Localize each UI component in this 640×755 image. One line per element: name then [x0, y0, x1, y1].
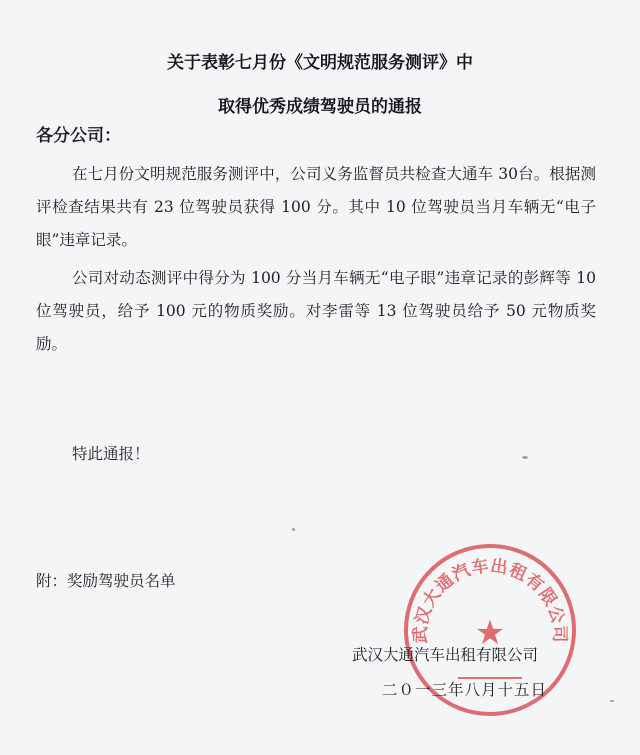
closing-remark: 特此通报！ — [72, 445, 150, 463]
issuing-company: 武汉大通汽车出租有限公司 — [352, 646, 539, 664]
paragraph-2: 公司对动态测评中得分为 100 分当月车辆无“电子眼”违章记录的彭辉等 10 位驾驶员，给予 100 元的物质奖励。对李雷等 13 位驾驶员给予 50 元物质奖励。 — [36, 269, 596, 353]
document-title-line-1: 关于表彰七月份《文明规范服务测评》中 — [167, 53, 473, 73]
attachment-note: 附：奖励驾驶员名单 — [36, 572, 176, 590]
paper-speck — [610, 700, 614, 702]
seal-star-icon: ★ — [474, 613, 506, 653]
seal-text: 武汉大通汽车出租有限公司 — [410, 556, 570, 644]
paragraph-1: 在七月份文明规范服务测评中，公司义务监督员共检查大通车 30台。根据测评检查结果共有 23 位驾驶员获得 100 分。其中 10 位驾驶员当月车辆无“电子眼”违章记录。 — [36, 165, 596, 249]
issue-date: 二０一三年八月十五日 — [382, 681, 548, 699]
paper-speck — [292, 528, 295, 531]
document-title-line-2: 取得优秀成绩驾驶员的通报 — [218, 97, 422, 117]
salutation: 各分公司： — [36, 126, 121, 146]
paper-speck — [522, 456, 528, 459]
